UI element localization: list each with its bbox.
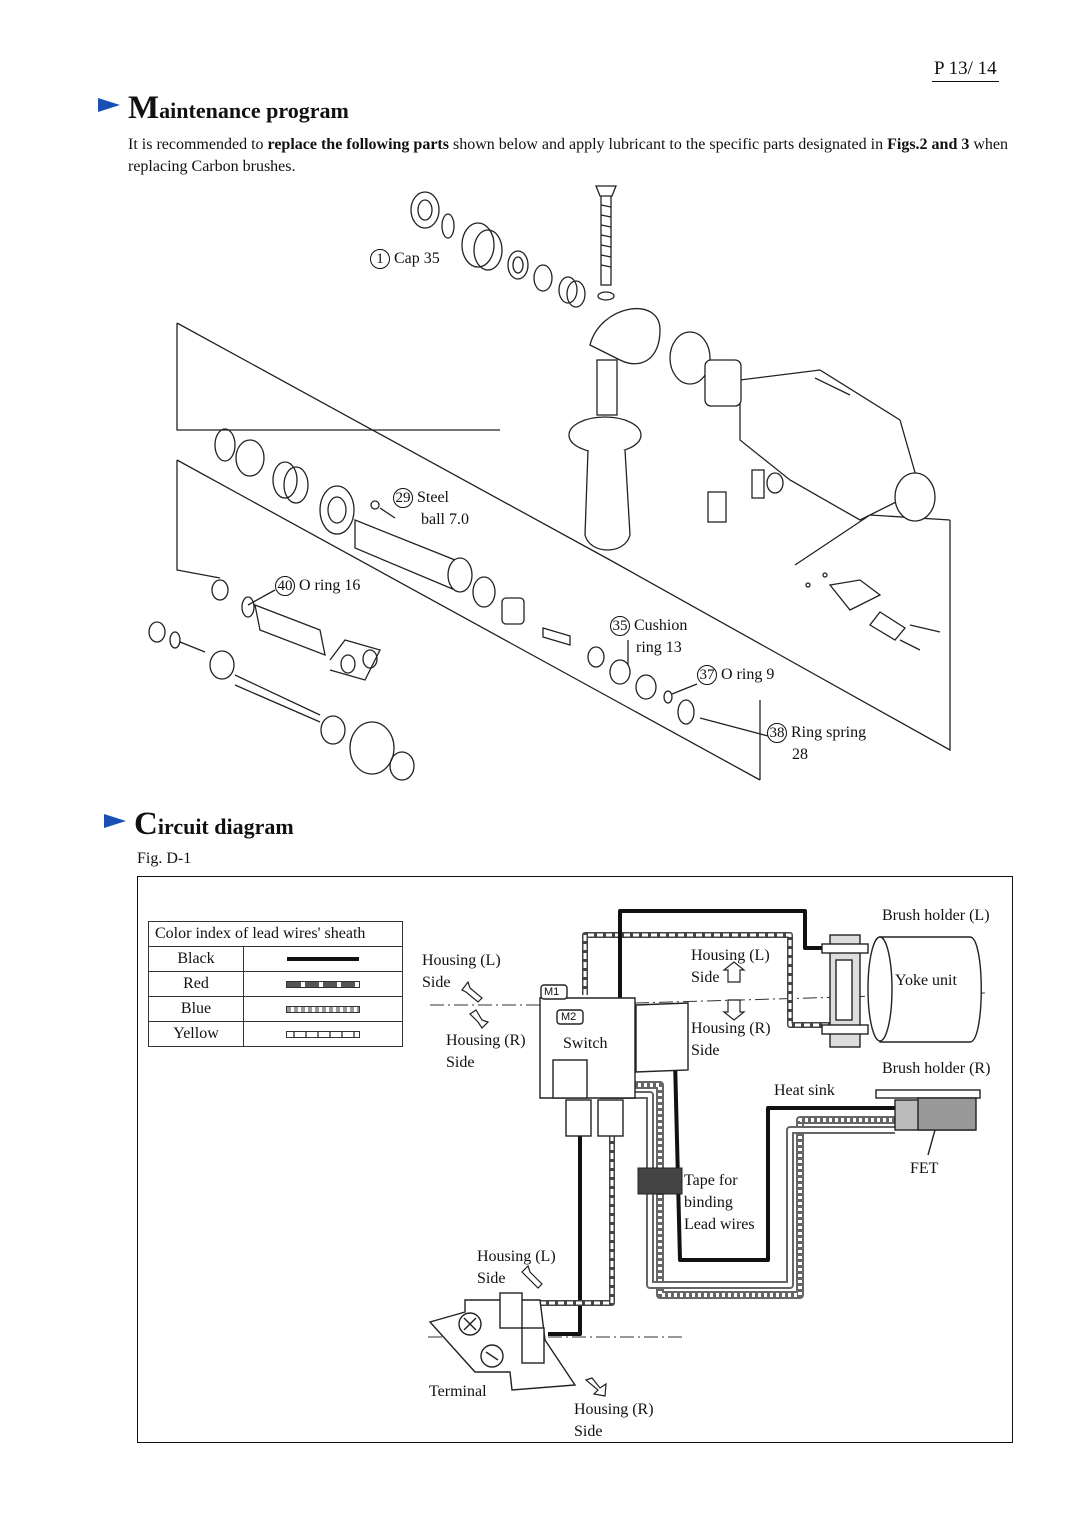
- housing-l-side-label: Housing (L): [477, 1248, 556, 1265]
- part-label: Steel: [417, 489, 449, 506]
- brush-holder-r-label: Brush holder (R): [882, 1060, 991, 1077]
- part-number: 29: [393, 488, 413, 508]
- part-number: 1: [370, 249, 390, 269]
- tape-label: Lead wires: [684, 1216, 755, 1233]
- yoke-unit-label: Yoke unit: [895, 972, 957, 989]
- tape-label: Tape for: [684, 1172, 738, 1189]
- terminal-label: Terminal: [429, 1383, 487, 1400]
- side-label: Side: [691, 1042, 720, 1059]
- part-label: 28: [792, 746, 808, 763]
- side-label: Side: [574, 1423, 603, 1440]
- part-label: ball 7.0: [421, 511, 469, 528]
- housing-r-side-label: Housing (R): [446, 1032, 526, 1049]
- intro-bold: Figs.2 and 3: [887, 136, 970, 153]
- m1-terminal-label: M1: [544, 986, 560, 998]
- wire-color-name: Blue: [149, 997, 244, 1022]
- side-label: Side: [446, 1054, 475, 1071]
- intro-bold: replace the following parts: [267, 136, 449, 153]
- figure-label: Fig. D-1: [137, 850, 192, 867]
- housing-l-side-label: Housing (L): [691, 947, 770, 964]
- fet-label: FET: [910, 1160, 939, 1177]
- part-number: 40: [275, 576, 295, 596]
- part-number: 38: [767, 723, 787, 743]
- wire-color-name: Red: [149, 972, 244, 997]
- side-label: Side: [477, 1270, 506, 1287]
- switch-label: Switch: [563, 1035, 608, 1052]
- maintenance-title: aintenance program: [159, 98, 349, 123]
- part-label: ring 13: [636, 639, 682, 656]
- tape-label: binding: [684, 1194, 733, 1211]
- intro-text: when replacing Carbon brushes.: [128, 136, 1008, 175]
- part-label: Cap 35: [394, 250, 440, 267]
- housing-r-side-label: Housing (R): [691, 1020, 771, 1037]
- wire-color-name: Black: [149, 947, 244, 972]
- circuit-title-cap: C: [134, 806, 158, 842]
- color-index-header: Color index of lead wires' sheath: [149, 922, 403, 947]
- part-label: O ring 9: [721, 666, 775, 683]
- part-number: 35: [610, 616, 630, 636]
- part-label: O ring 16: [299, 577, 361, 594]
- circuit-title: ircuit diagram: [157, 814, 294, 839]
- part-label: Ring spring: [791, 724, 867, 741]
- binding-tape: [638, 1168, 682, 1194]
- wire-color-name: Yellow: [149, 1022, 244, 1047]
- heat-sink-label: Heat sink: [774, 1082, 835, 1099]
- m2-terminal-label: M2: [561, 1011, 577, 1023]
- housing-l-side-label: Housing (L): [422, 952, 501, 969]
- page-number: P 13/ 14: [932, 58, 999, 82]
- housing-r-side-label: Housing (R): [574, 1401, 654, 1418]
- maintenance-title-cap: M: [128, 90, 160, 126]
- intro-text: shown below and apply lubricant to the specific parts designated in: [448, 136, 888, 153]
- side-label: Side: [691, 969, 720, 986]
- brush-holder-l-label: Brush holder (L): [882, 907, 990, 924]
- side-label: Side: [422, 974, 451, 991]
- intro-text: It is recommended to: [128, 136, 268, 153]
- part-label: Cushion: [634, 617, 688, 634]
- part-number: 37: [697, 665, 717, 685]
